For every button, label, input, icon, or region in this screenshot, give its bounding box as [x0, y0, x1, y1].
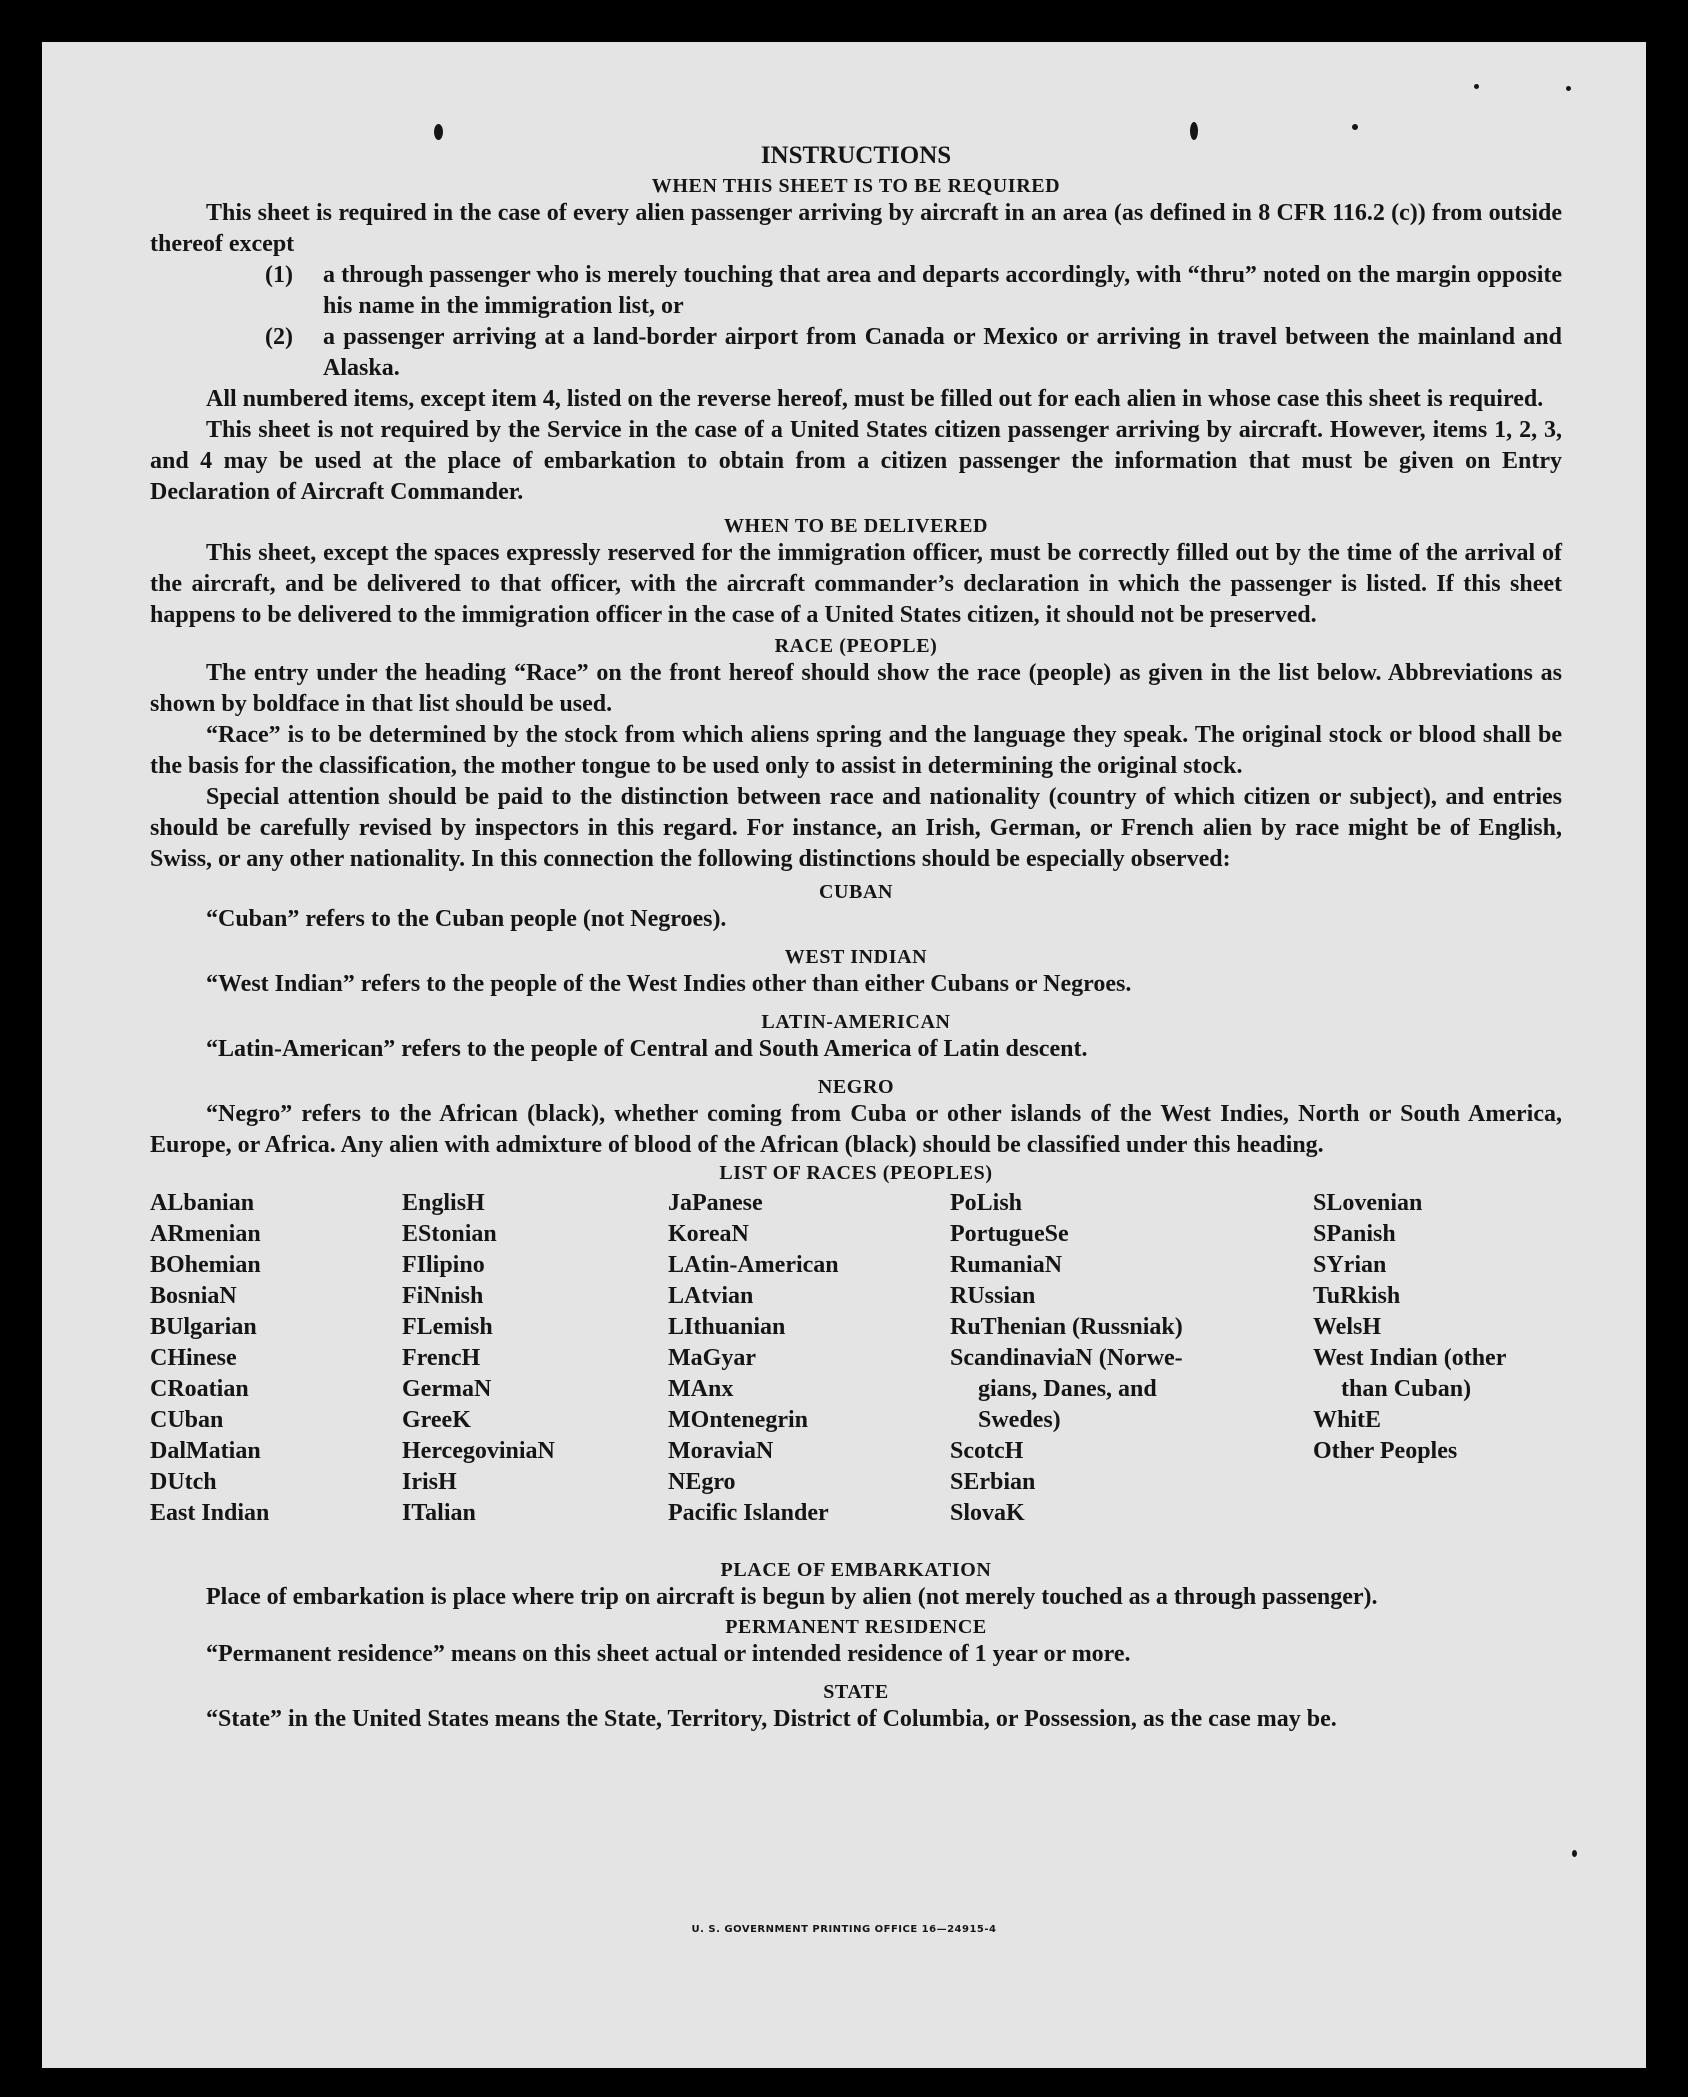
section-heading-residence: PERMANENT RESIDENCE [725, 1616, 987, 1638]
race-entry: than Cuban) [1341, 1376, 1472, 1402]
race-entry: LAtvian [668, 1283, 754, 1309]
race-entry: LAtin-American [668, 1252, 839, 1278]
race-entry: PoLish [950, 1190, 1023, 1216]
exception-text: a passenger arriving at a land-border airport from Canada or Mexico or arriving in travel between the mainland and Alaska. [323, 324, 1562, 381]
race-entry: DUtch [150, 1469, 217, 1495]
race-entry: West Indian (other [1313, 1345, 1507, 1371]
race-entry: FiNnish [402, 1283, 484, 1309]
latin-american-definition: “Latin-American” refers to the people of Central and South America of Latin descent. [206, 1036, 1088, 1062]
race-paragraph-3: Special attention should be paid to the distinction between race and nationality (country of which citizen or subject), and entries should be carefully revised by inspectors in this regard. For instance, an Irish, German, or French alien by race might be of English, Swiss, or any other nationality. In this connection the following distinctions should be especially observed: [150, 784, 1562, 872]
race-entry: ScotcH [950, 1438, 1024, 1464]
exception-text: a through passenger who is merely touching that area and departs accordingly, with “thru” noted on the margin opposite his name in the immigration list, or [323, 262, 1562, 319]
race-entry: WelsH [1313, 1314, 1382, 1340]
race-entry: GreeK [402, 1407, 471, 1433]
race-entry: Swedes) [978, 1407, 1061, 1433]
section-heading-race: RACE (PEOPLE) [774, 635, 938, 657]
delivered-paragraph: This sheet, except the spaces expressly reserved for the immigration officer, must be correctly filled out by the time of the arrival of the aircraft, and be delivered to that officer, with the aircraft commander’s declaration in which the passenger is listed. If this sheet happens to be delivered to the immigration officer in the case of a United States citizen, it should not be preserved. [150, 540, 1562, 628]
race-paragraph-1: The entry under the heading “Race” on the front hereof should show the race (people) as given in the list below. Abbreviations as shown by boldface in that list should be used. [150, 660, 1562, 717]
race-entry: MoraviaN [668, 1438, 774, 1464]
race-entry: IrisH [402, 1469, 457, 1495]
race-entry: Pacific Islander [668, 1500, 829, 1526]
race-entry: MAnx [668, 1376, 734, 1402]
negro-definition: “Negro” refers to the African (black), whether coming from Cuba or other islands of the West Indies, North or South America, Europe, or Africa. Any alien with admixture of blood of the African (black) should be classified under this heading. [150, 1101, 1562, 1158]
race-entry: East Indian [150, 1500, 270, 1526]
race-entry: ARmenian [150, 1221, 261, 1247]
race-entry: MaGyar [668, 1345, 756, 1371]
exception-number: (1) [265, 262, 293, 288]
race-list-column-5 [1313, 1188, 1506, 1467]
exception-number: (2) [265, 324, 293, 350]
section-heading-latin-american: LATIN-AMERICAN [761, 1011, 951, 1033]
section-heading-state: STATE [823, 1681, 889, 1703]
required-paragraph-2: All numbered items, except item 4, listed on the reverse hereof, must be filled out for each alien in whose case this sheet is required. [206, 386, 1544, 412]
race-entry: WhitE [1313, 1407, 1382, 1433]
race-entry: EStonian [402, 1221, 497, 1247]
race-entry: Other Peoples [1313, 1438, 1458, 1464]
race-entry: FIlipino [402, 1252, 485, 1278]
race-entry: CHinese [150, 1345, 237, 1371]
race-entry: CRoatian [150, 1376, 249, 1402]
race-entry: BUlgarian [150, 1314, 257, 1340]
race-entry: HercegoviniaN [402, 1438, 555, 1464]
race-entry: ALbanian [150, 1190, 255, 1216]
page-title: INSTRUCTIONS [760, 142, 952, 169]
race-entry: NEgro [668, 1469, 736, 1495]
exception-item-2 [150, 322, 1562, 384]
west-indian-definition: “West Indian” refers to the people of the West Indies other than either Cubans or Negroes. [206, 971, 1132, 997]
section-heading-negro: NEGRO [817, 1076, 895, 1098]
race-entry: SYrian [1313, 1252, 1387, 1278]
section-heading-west-indian: WEST INDIAN [784, 946, 928, 968]
race-entry: SPanish [1313, 1221, 1396, 1247]
race-entry: KoreaN [668, 1221, 749, 1247]
race-entry: RumaniaN [950, 1252, 1063, 1278]
race-entry: SLovenian [1313, 1190, 1423, 1216]
section-heading-embarkation: PLACE OF EMBARKATION [720, 1559, 992, 1581]
race-entry: EnglisH [402, 1190, 485, 1216]
document-page [42, 42, 1646, 2068]
race-entry: gians, Danes, and [978, 1376, 1157, 1402]
race-entry: FLemish [402, 1314, 493, 1340]
state-paragraph: “State” in the United States means the State, Territory, District of Columbia, or Possession, as the case may be. [206, 1706, 1337, 1732]
section-heading-delivered: WHEN TO BE DELIVERED [723, 515, 989, 537]
printer-imprint: U. S. GOVERNMENT PRINTING OFFICE 16—24915-4 [691, 1924, 997, 1935]
embarkation-paragraph: Place of embarkation is place where trip on aircraft is begun by alien (not merely touched as a through passenger). [206, 1584, 1378, 1610]
required-intro: This sheet is required in the case of every alien passenger arriving by aircraft in an area (as defined in 8 CFR 116.2 (c)) from outside thereof except [150, 200, 1562, 257]
race-entry: ITalian [402, 1500, 476, 1526]
section-heading-cuban: CUBAN [818, 881, 894, 903]
race-entry: RUssian [950, 1283, 1036, 1309]
exception-item-1 [150, 260, 1562, 322]
race-entry: SlovaK [950, 1500, 1025, 1526]
race-entry: ScandinaviaN (Norwe- [950, 1345, 1183, 1371]
race-entry: DalMatian [150, 1438, 261, 1464]
race-entry: CUban [150, 1407, 224, 1433]
race-entry: PortugueSe [950, 1221, 1069, 1247]
required-paragraph-3: This sheet is not required by the Service in the case of a United States citizen passenger arriving by aircraft. However, items 1, 2, 3, and 4 may be used at the place of embarkation to obtain from a citizen passenger the information that must be given on Entry Declaration of Aircraft Commander. [150, 417, 1562, 505]
residence-definition: “Permanent residence” means on this sheet actual or intended residence of 1 year or more. [206, 1641, 1131, 1667]
race-entry: MOntenegrin [668, 1407, 808, 1433]
race-entry: FrencH [402, 1345, 481, 1371]
race-entry: GermaN [402, 1376, 492, 1402]
race-entry: TuRkish [1313, 1283, 1401, 1309]
race-list-column-1 [150, 1188, 269, 1529]
race-list [150, 1188, 1562, 1552]
race-list-column-4 [950, 1188, 1183, 1529]
race-entry: LIthuanian [668, 1314, 786, 1340]
race-list-column-3 [668, 1188, 839, 1529]
race-entry: BosniaN [150, 1283, 237, 1309]
section-heading-required: WHEN THIS SHEET IS TO BE REQUIRED [651, 175, 1061, 197]
race-list-column-2 [402, 1188, 555, 1529]
race-entry: SErbian [950, 1469, 1036, 1495]
cuban-definition: “Cuban” refers to the Cuban people (not Negroes). [206, 906, 727, 932]
race-paragraph-2: “Race” is to be determined by the stock from which aliens spring and the language they speak. The original stock or blood shall be the basis for the classification, the mother tongue to be used only to assist in determining the original stock. [150, 722, 1562, 779]
race-entry: RuThenian (Russniak) [950, 1314, 1183, 1340]
section-heading-race-list: LIST OF RACES (PEOPLES) [719, 1162, 993, 1184]
race-entry: BOhemian [150, 1252, 261, 1278]
race-entry: JaPanese [668, 1190, 763, 1216]
